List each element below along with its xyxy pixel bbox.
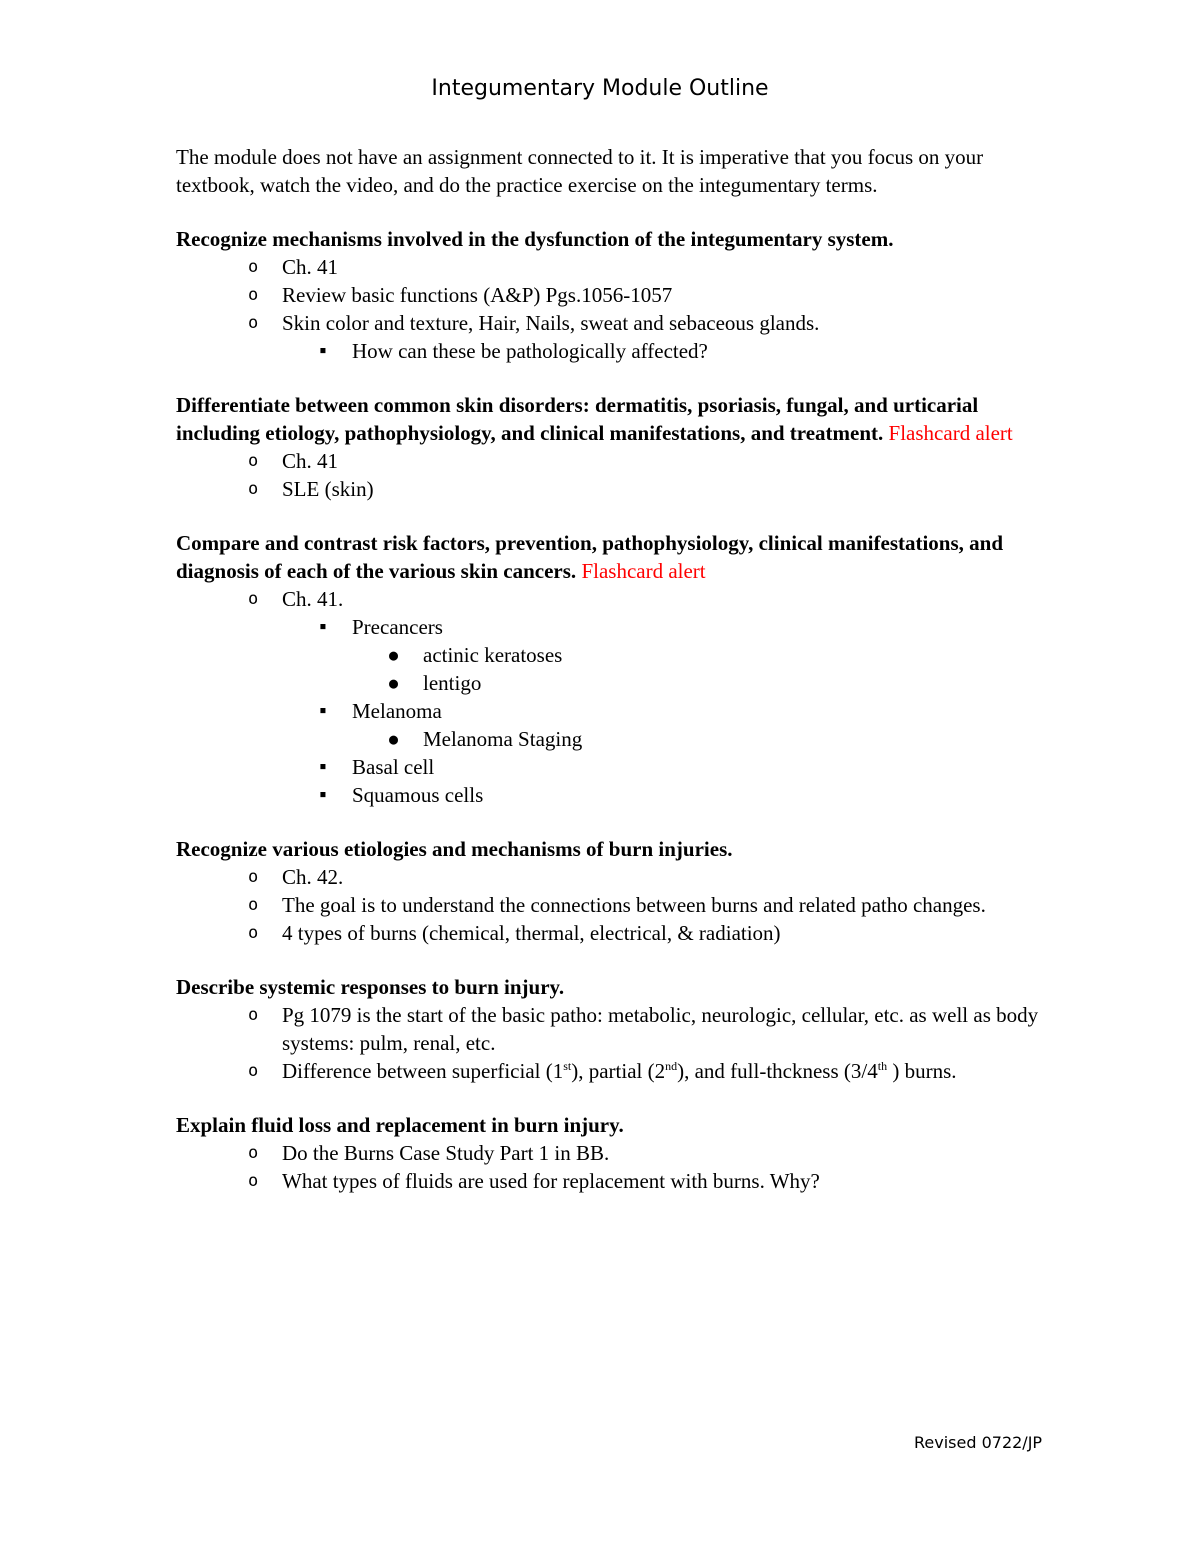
revision-footer: Revised 0722/JP — [914, 1433, 1043, 1452]
circle-bullet-icon: o — [248, 867, 259, 887]
circle-bullet-icon: o — [248, 923, 259, 943]
circle-bullet-icon: o — [248, 479, 259, 499]
section-skin-cancers — [176, 529, 1066, 809]
section-mechanisms — [176, 225, 1066, 365]
dot-bullet-icon: ● — [389, 674, 399, 692]
outline-list — [176, 447, 1066, 503]
circle-bullet-icon: o — [248, 451, 259, 471]
square-bullet-icon: ▪ — [319, 343, 327, 358]
list-item: o Review basic functions (A&P) Pgs.1056-1057 — [248, 283, 673, 307]
circle-bullet-icon: o — [248, 589, 259, 609]
square-bullet-icon: ▪ — [319, 703, 327, 718]
list-item: ▪ Basal cell — [319, 755, 435, 779]
section-burn-etiologies — [176, 835, 1066, 947]
flashcard-alert: Flashcard alert — [888, 421, 1013, 445]
list-item: ▪ Precancers — [319, 615, 443, 639]
list-item: ● actinic keratoses — [389, 643, 563, 667]
list-item: o Difference between superficial (1st), partial (2nd), and full-thckness (3/4th ) burns. — [248, 1059, 957, 1083]
list-item: o The goal is to understand the connections between burns and related patho changes. — [248, 893, 986, 917]
circle-bullet-icon: o — [248, 257, 259, 277]
list-item: o Skin color and texture, Hair, Nails, sweat and sebaceous glands. — [248, 311, 820, 335]
flashcard-alert: Flashcard alert — [581, 559, 706, 583]
section-heading: Recognize various etiologies and mechanisms of burn injuries. — [176, 837, 733, 861]
dot-bullet-icon: ● — [389, 730, 399, 748]
list-item: ▪ Melanoma — [319, 699, 442, 723]
section-heading: Describe systemic responses to burn injury. — [176, 975, 565, 999]
section-fluid-loss — [176, 1111, 1066, 1195]
circle-bullet-icon: o — [248, 285, 259, 305]
list-item: o Do the Burns Case Study Part 1 in BB. — [248, 1141, 610, 1165]
section-heading: Explain fluid loss and replacement in burn injury. — [176, 1113, 624, 1137]
outline-list — [176, 1139, 1066, 1195]
section-heading: Compare and contrast risk factors, prevention, pathophysiology, clinical manifestations, and diagnosis of each of the various skin cancers. Flashcard alert — [176, 531, 1004, 583]
section-heading: Recognize mechanisms involved in the dysfunction of the integumentary system. — [176, 227, 894, 251]
section-systemic-responses — [176, 973, 1066, 1085]
square-bullet-icon: ▪ — [319, 787, 327, 802]
list-item: o Ch. 41. — [248, 587, 344, 611]
section-skin-disorders — [176, 391, 1066, 503]
list-item: o Pg 1079 is the start of the basic patho: metabolic, neurologic, cellular, etc. as well as body systems: pulm, renal, etc. — [248, 1003, 1039, 1055]
square-bullet-icon: ▪ — [319, 759, 327, 774]
list-item: o SLE (skin) — [248, 477, 374, 501]
intro-paragraph: The module does not have an assignment connected to it. It is imperative that you focus on your textbook, watch the video, and do the practice exercise on the integumentary terms. — [176, 145, 984, 197]
outline-list — [176, 585, 1066, 809]
document-title: Integumentary Module Outline — [431, 76, 769, 101]
list-item: ● Melanoma Staging — [389, 727, 583, 751]
circle-bullet-icon: o — [248, 1171, 259, 1191]
list-item: o Ch. 41 — [248, 255, 339, 279]
dot-bullet-icon: ● — [389, 646, 399, 664]
list-item: o Ch. 42. — [248, 865, 344, 889]
circle-bullet-icon: o — [248, 1005, 259, 1025]
outline-list — [176, 253, 1066, 365]
circle-bullet-icon: o — [248, 895, 259, 915]
circle-bullet-icon: o — [248, 1143, 259, 1163]
list-item: o 4 types of burns (chemical, thermal, electrical, & radiation) — [248, 921, 781, 945]
section-heading: Differentiate between common skin disorders: dermatitis, psoriasis, fungal, and urticarial including etiology, pathophysiology, and clinical manifestations, and treatment. Flashcard alert — [176, 393, 1013, 445]
list-item: ● lentigo — [389, 671, 482, 695]
circle-bullet-icon: o — [248, 1061, 259, 1081]
list-item: ▪ Squamous cells — [319, 783, 484, 807]
square-bullet-icon: ▪ — [319, 619, 327, 634]
document-body — [176, 143, 1066, 1221]
list-item: ▪ How can these be pathologically affected? — [319, 339, 708, 363]
list-item: o Ch. 41 — [248, 449, 339, 473]
circle-bullet-icon: o — [248, 313, 259, 333]
outline-list — [176, 1001, 1066, 1085]
outline-list — [176, 863, 1066, 947]
list-item: o What types of fluids are used for replacement with burns. Why? — [248, 1169, 820, 1193]
